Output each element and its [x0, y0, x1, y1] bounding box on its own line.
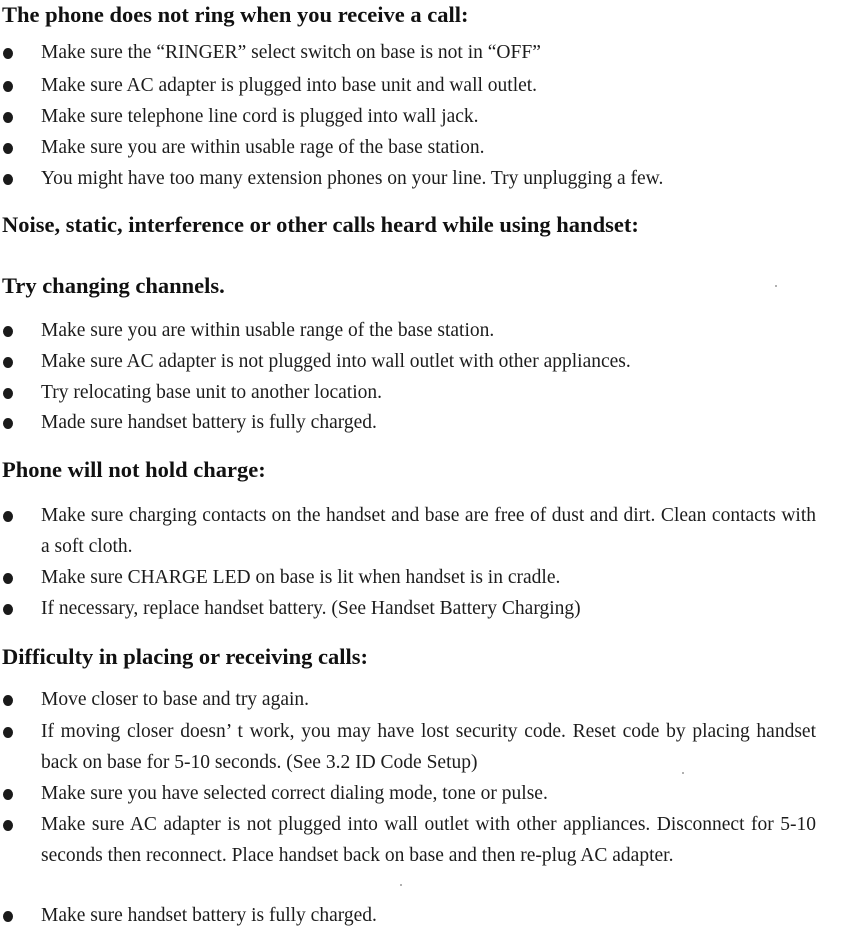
scan-speck: [775, 285, 777, 287]
section-heading-noise: Noise, static, interference or other calls heard while using handset:: [2, 212, 639, 237]
list-item: Make sure CHARGE LED on base is lit when handset is in cradle.: [0, 563, 816, 594]
list-item: Make sure AC adapter is not plugged into wall outlet with other appliances. Disconnect for 5-10 seconds then reconnect. Place handset back on base and then re-plug AC adapter.: [0, 810, 816, 871]
section-heading-no-ring: The phone does not ring when you receive a call:: [2, 2, 469, 27]
bullet-icon: [3, 418, 13, 429]
bullet-icon: [3, 388, 13, 399]
list-item: Make sure the “RINGER” select switch on base is not in “OFF”: [0, 38, 816, 69]
bullet-icon: [3, 727, 13, 738]
section-heading-charge: Phone will not hold charge:: [2, 457, 266, 482]
section-subheading-channels: Try changing channels.: [2, 273, 225, 298]
bullet-icon: [3, 81, 13, 92]
bullet-icon: [3, 604, 13, 615]
bullet-icon: [3, 174, 13, 185]
section-heading-calls: Difficulty in placing or receiving calls:: [2, 644, 369, 669]
scan-speck: [682, 772, 684, 774]
list-item: Make sure charging contacts on the handset and base are free of dust and dirt. Clean contacts with a soft cloth.: [0, 501, 816, 562]
bullet-icon: [3, 357, 13, 368]
bullet-icon: [3, 820, 13, 831]
list-item: Try relocating base unit to another location.: [0, 378, 816, 409]
bullet-icon: [3, 112, 13, 123]
list-item: Make sure AC adapter is plugged into base unit and wall outlet.: [0, 71, 816, 102]
bullet-icon: [3, 789, 13, 800]
list-item: If necessary, replace handset battery. (See Handset Battery Charging): [0, 594, 816, 625]
list-item: Make sure AC adapter is not plugged into wall outlet with other appliances.: [0, 347, 816, 378]
bullet-icon: [3, 695, 13, 706]
bullet-icon: [3, 511, 13, 522]
list-item: Make sure handset battery is fully charged.: [0, 901, 816, 932]
bullet-icon: [3, 326, 13, 337]
bullet-icon: [3, 573, 13, 584]
list-item: Make sure you are within usable range of the base station.: [0, 316, 816, 347]
list-item: If moving closer doesn’ t work, you may have lost security code. Reset code by placing handset back on base for 5-10 seconds. (See 3.2 ID Code Setup): [0, 717, 816, 778]
scan-speck: [400, 884, 402, 886]
list-item: Make sure you are within usable rage of the base station.: [0, 133, 816, 164]
bullet-icon: [3, 48, 13, 59]
bullet-icon: [3, 911, 13, 922]
list-item: You might have too many extension phones on your line. Try unplugging a few.: [0, 164, 816, 195]
list-item: Made sure handset battery is fully charged.: [0, 408, 816, 439]
list-item: Make sure telephone line cord is plugged into wall jack.: [0, 102, 816, 133]
list-item: Make sure you have selected correct dialing mode, tone or pulse.: [0, 779, 816, 810]
bullet-icon: [3, 143, 13, 154]
list-item: Move closer to base and try again.: [0, 685, 816, 716]
